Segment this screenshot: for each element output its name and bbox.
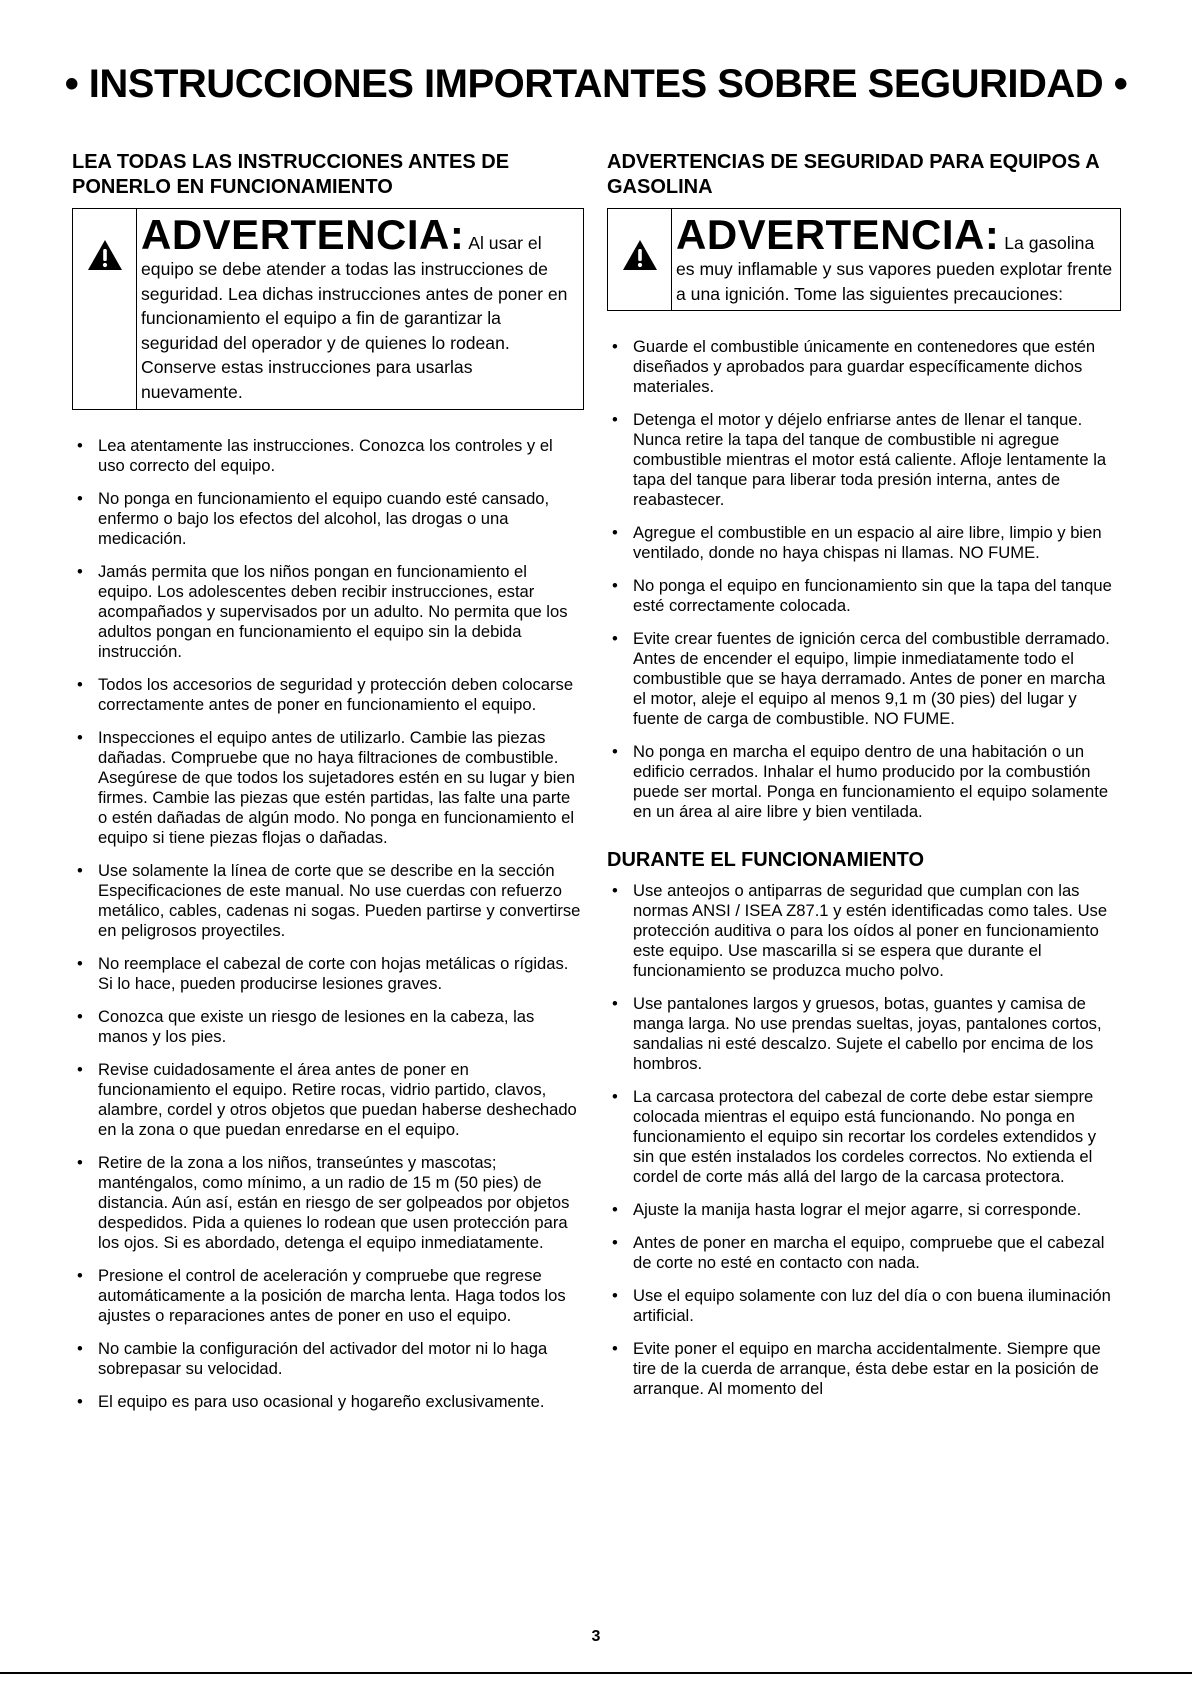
list-item: • Use pantalones largos y gruesos, botas, guantes y camisa de manga larga. No use prendas sueltas, joyas, pantalones cortos, sandalias ni esté descalzo. Sujete el cabello por encima de los hombros. [607,994,1121,1074]
warning-icon-cell [73,209,137,409]
list-item: • No ponga el equipo en funcionamiento sin que la tapa del tanque esté correctamente colocada. [607,576,1121,616]
list-item: • Lea atentamente las instrucciones. Conozca los controles y el uso correcto del equipo. [72,436,584,476]
list-item: • Use anteojos o antiparras de seguridad que cumplan con las normas ANSI / ISEA Z87.1 y estén identificadas como tales. Use protección auditiva o para los oídos al poner en funcionamiento este equipo. Use mascarilla si se espera que durante el funcionamiento se produzca mucho polvo. [607,881,1121,981]
right-column [607,150,1121,1412]
list-item: • No ponga en marcha el equipo dentro de una habitación o un edificio cerrados. Inhalar el humo producido por la combustión puede ser mortal. Ponga en funcionamiento el equipo solamente en un área al aire libre y bien ventilada. [607,742,1121,822]
right-warning-label: ADVERTENCIA: [676,211,1000,258]
left-warning-label: ADVERTENCIA: [141,211,465,258]
list-item: • Guarde el combustible únicamente en contenedores que estén diseñados y aprobados para guardar específicamente dichos materiales. [607,337,1121,397]
list-item: • No reemplace el cabezal de corte con hojas metálicas o rígidas. Si lo hace, pueden producirse lesiones graves. [72,954,584,994]
list-item: • No cambie la configuración del activador del motor ni lo haga sobrepasar su velocidad. [72,1339,584,1379]
list-item: • Ajuste la manija hasta lograr el mejor agarre, si corresponde. [607,1200,1121,1220]
list-item: • No ponga en funcionamiento el equipo cuando esté cansado, enfermo o bajo los efectos del alcohol, las drogas o una medicación. [72,489,584,549]
list-item: • La carcasa protectora del cabezal de corte debe estar siempre colocada mientras el equipo está funcionando. No ponga en funcionamiento el equipo sin recortar los cordeles extendidos y sin que estén instalados los cordeles correctos. No extienda el cordel de corte más allá del largo de la carcasa protectora. [607,1087,1121,1187]
list-item: • Retire de la zona a los niños, transeúntes y mascotas; manténgalos, como mínimo, a un radio de 15 m (50 pies) de distancia. Aún así, están en riesgo de ser golpeados por objetos despedidos. Pida a quienes lo rodean que usen protección para los ojos. Si es abordado, detenga el equipo inmediatamente. [72,1153,584,1253]
right-warning-text-block [672,209,1120,310]
right-warning-text: La gasolina es muy inflamable y sus vapores pueden explotar frente a una ignición. Tome las siguientes precauciones: [676,233,1113,304]
list-item: • Conozca que existe un riesgo de lesiones en la cabeza, las manos y los pies. [72,1007,584,1047]
warning-triangle-icon [87,239,123,271]
page-number: 3 [591,1628,601,1645]
left-warning-text: Al usar el equipo se debe atender a todas las instrucciones de seguridad. Lea dichas instrucciones antes de poner en funcionamiento el equipo a fin de garantizar la seguridad del operador y de quienes lo rodean. Conserve estas instrucciones para usarlas nuevamente. [141,233,568,402]
list-item: • Jamás permita que los niños pongan en funcionamiento el equipo. Los adolescentes deben recibir instrucciones, estar acompañados y supervisados por un adulto. No permita que los adultos pongan en funcionamiento el equipo sin la debida instrucción. [72,562,584,662]
left-column [72,150,584,1425]
list-item: • Detenga el motor y déjelo enfriarse antes de llenar el tanque. Nunca retire la tapa del tanque de combustible ni agregue combustible mientras el motor está caliente. Afloje lentamente la tapa del tanque para liberar toda presión interna, antes de reabastecer. [607,410,1121,510]
list-item: • El equipo es para uso ocasional y hogareño exclusivamente. [72,1392,584,1412]
right-bullet-list [607,337,1121,822]
list-item: • Use el equipo solamente con luz del día o con buena iluminación artificial. [607,1286,1121,1326]
warning-triangle-icon [622,239,658,271]
list-item: • Revise cuidadosamente el área antes de poner en funcionamiento el equipo. Retire rocas, vidrio partido, clavos, alambre, cordel y otros objetos que puedan haberse deshechado en la zona o que puedan enredarse en el equipo. [72,1060,584,1140]
operation-section-heading: DURANTE EL FUNCIONAMIENTO [607,849,925,872]
left-bullet-list [72,436,584,1412]
list-item: • Inspecciones el equipo antes de utilizarlo. Cambie las piezas dañadas. Compruebe que no haya filtraciones de combustible. Asegúrese de que todos los sujetadores estén en su lugar y bien firmes. Cambie las piezas que estén partidas, las falte una parte o estén dañadas de algún modo. No ponga en funcionamiento el equipo si tiene piezas flojas o dañadas. [72,728,584,848]
list-item: • Evite crear fuentes de ignición cerca del combustible derramado. Antes de encender el equipo, limpie inmediatamente todo el combustible que se haya derramado. Antes de poner en marcha el motor, aleje el equipo al menos 9,1 m (30 pies) del lugar y fuente de carga de combustible. NO FUME. [607,629,1121,729]
operation-bullet-list [607,881,1121,1399]
list-item: • Use solamente la línea de corte que se describe en la sección Especificaciones de este manual. No use cuerdas con refuerzo metálico, cables, cadenas ni sogas. Pueden partirse y convertirse en peligrosos proyectiles. [72,861,584,941]
list-item: • Agregue el combustible en un espacio al aire libre, limpio y bien ventilado, donde no haya chispas ni llamas. NO FUME. [607,523,1121,563]
bottom-divider [0,1672,1192,1674]
list-item: • Todos los accesorios de seguridad y protección deben colocarse correctamente antes de poner en funcionamiento el equipo. [72,675,584,715]
page-title: • INSTRUCCIONES IMPORTANTES SOBRE SEGURIDAD • [64,62,1128,106]
right-warning-box [607,208,1121,311]
right-section-heading: ADVERTENCIAS DE SEGURIDAD PARA EQUIPOS A GASOLINA [607,151,1099,198]
list-item: • Evite poner el equipo en marcha accidentalmente. Siempre que tire de la cuerda de arranque, ésta debe estar en la posición de arranque. Al momento del [607,1339,1121,1399]
left-warning-text-block [137,209,583,409]
left-section-heading: LEA TODAS LAS INSTRUCCIONES ANTES DE PONERLO EN FUNCIONAMIENTO [72,151,510,198]
list-item: • Antes de poner en marcha el equipo, compruebe que el cabezal de corte no esté en contacto con nada. [607,1233,1121,1273]
left-warning-box [72,208,584,410]
warning-icon-cell [608,209,672,310]
list-item: • Presione el control de aceleración y compruebe que regrese automáticamente a la posición de marcha lenta. Haga todos los ajustes o reparaciones antes de poner en uso el equipo. [72,1266,584,1326]
